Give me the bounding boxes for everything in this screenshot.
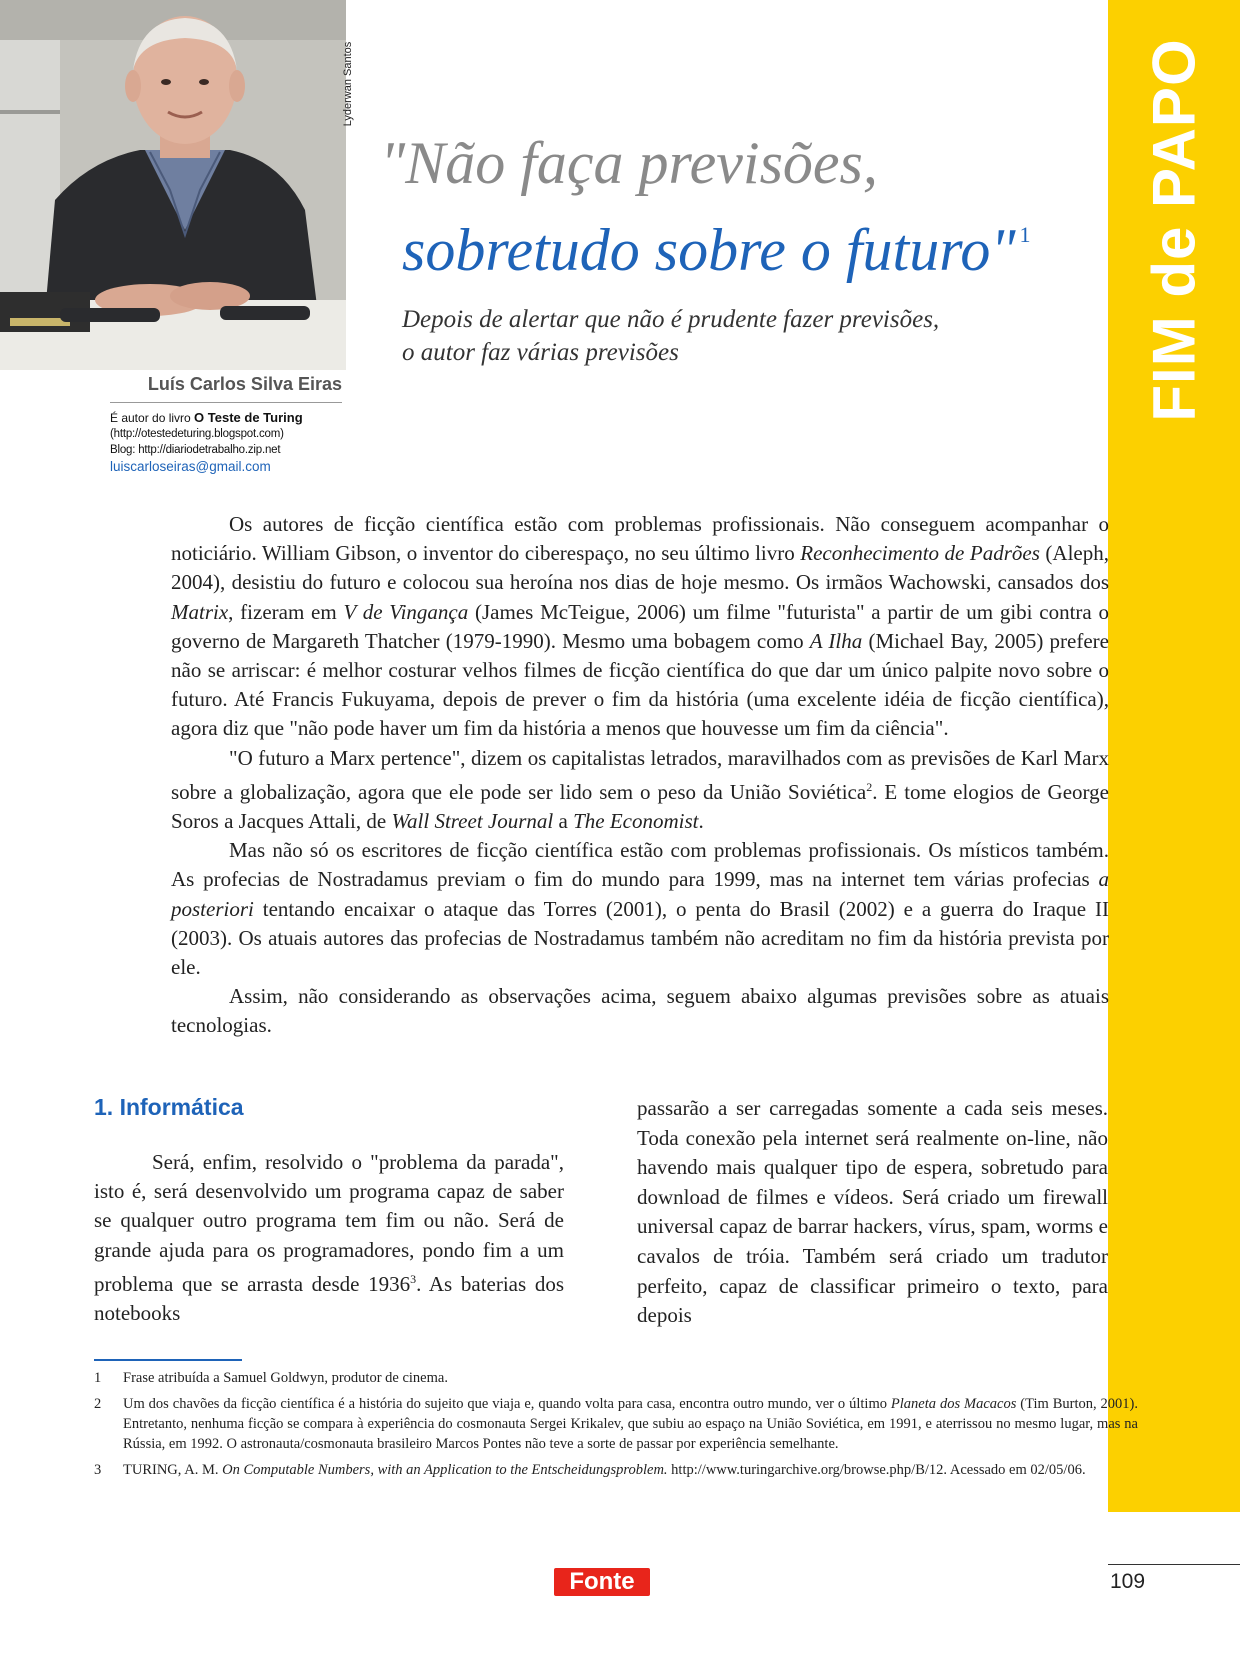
photo-credit: Lyderwan Santos — [342, 41, 354, 127]
article-title-line-2: sobretudo sobre o futuro" $^1$ — [402, 217, 1031, 283]
author-book-title: O Teste de Turing — [194, 410, 303, 425]
article-title-line-1: "Não faça previsões, — [380, 130, 878, 196]
footnote-ref-2[interactable]: 2 — [866, 779, 873, 794]
footnote-2: 2 Um dos chavões da ficção científica é a história do sujeito que viaja e, quando volta para casa, encontra outro mundo, ver o último Planeta dos Macacos (Tim Burton, 2001). Entretanto, nenhuma ficção se compara à experiência do cosmonauta Sergei Krikalev, que subiu ao espaço na União Soviética, em 1991, e aterrissou no mesmo lugar, mas na Rússia, em 1992. O astronauta/cosmonauta brasileiro Marcos Pontes não teve a sorte de passar por experiência semelhante. — [94, 1396, 1139, 1452]
author-photo — [0, 0, 346, 370]
article-body — [171, 510, 1109, 1041]
section-heading-informatica: 1. Informática — [94, 1094, 244, 1120]
footnotes — [94, 1368, 1138, 1486]
body-paragraph-1: Os autores de ficção científica estão com problemas profissionais. Não conseguem acompanhar o noticiário. William Gibson, o inventor do ciberespaço, no seu último livro Reconhecimento de Padrões (Aleph, 2004), desistiu do futuro e colocou sua heroína nos dias de hoje mesmo. Os irmãos Wachowski, cansados dos Matrix, fizeram em V de Vingança (James McTeigue, 2006) um filme "futurista" a partir de um gibi contra o governo de Margareth Thatcher (1979-1990). Mesmo uma bobagem como A Ilha (Michael Bay, 2005) prefere não se arriscar: é melhor costurar velhos filmes de ficção científica do que dar um único palpite novo sobre o futuro. Até Francis Fukuyama, depois de prever o fim da história (uma excelente idéia de ficção científica), agora diz que "não pode haver um fim da história a menos que houvesse um fim da ciência". — [171, 512, 1109, 741]
title-footnote-mark[interactable]: 1 — [1019, 222, 1031, 247]
section1-right-column: passarão a ser carregadas somente a cada seis meses. Toda conexão pela internet será realmente on-line, não havendo mais qualquer tipo de espera, sobretudo para download de filmes e vídeos. Será criado um firewall universal capaz de barrar hackers, vírus, spam, worms e cavalos de tróia. Também será criado um tradutor perfeito, capaz de classificar primeiro o texto, para depois — [637, 1096, 1108, 1328]
body-paragraph-4: Assim, não considerando as observações acima, seguem abaixo algumas previsões sobre as atuais tecnologias. — [171, 984, 1109, 1038]
footnote-1: 1 Frase atribuída a Samuel Goldwyn, produtor de cinema. — [94, 1370, 448, 1386]
author-blog: Blog: http://diariodetrabalho.zip.net — [110, 444, 281, 456]
body-paragraph-2: "O futuro a Marx pertence", dizem os capitalistas letrados, maravilhados com as previsões de Karl Marx sobre a globalização, agora que ele pode ser lido sem o peso da União Soviética$^2$. E tome elogios de George Soros a Jacques Attali, de Wall Street Journal a The Economist. — [171, 745, 1109, 834]
section-band-title: FIM de PAPO — [1140, 38, 1208, 422]
author-divider — [110, 402, 342, 403]
author-portrait-illustration — [0, 0, 346, 370]
page-number: 109 — [1110, 1570, 1146, 1593]
fonte-logo: Fonte — [554, 1568, 650, 1596]
footnote-divider — [94, 1359, 242, 1361]
author-site: (http://otestedeturing.blogspot.com) — [110, 428, 284, 440]
footnote-ref-3[interactable]: 3 — [410, 1271, 417, 1286]
author-email-link[interactable]: luiscarloseiras@gmail.com — [110, 459, 271, 474]
article-subtitle: Depois de alertar que não é prudente fazer previsões, o autor faz várias previsões — [402, 306, 940, 366]
footnote-3: 3 TURING, A. M. On Computable Numbers, with an Application to the Entscheidungsproblem. http://www.turingarchive.org/browse.php/B/12. Acessado em 02/05/06. — [94, 1462, 1086, 1478]
section1-left-column: Será, enfim, resolvido o "problema da parada", isto é, será desenvolvido um programa capaz de saber se qualquer outro programa tem fim ou não. Será de grande ajuda para os programadores, pondo fim a um problema que se arrasta desde 1936$^3$. As baterias dos notebooks — [94, 1150, 564, 1326]
page-number-rule — [1108, 1564, 1240, 1565]
author-info — [110, 410, 346, 475]
author-book-line: É autor do livro O Teste de Turing — [110, 410, 303, 425]
body-paragraph-3: Mas não só os escritores de ficção científica estão com problemas profissionais. Os místicos também. As profecias de Nostradamus previam o fim do mundo para 1999, mas na internet tem várias profecias a posteriori tentando encaixar o ataque das Torres (2001), o penta do Brasil (2002) e a guerra do Iraque II (2003). Os atuais autores das profecias de Nostradamus também não acreditam no fim da história prevista por ele. — [171, 838, 1109, 980]
author-name: Luís Carlos Silva Eiras — [147, 374, 342, 394]
